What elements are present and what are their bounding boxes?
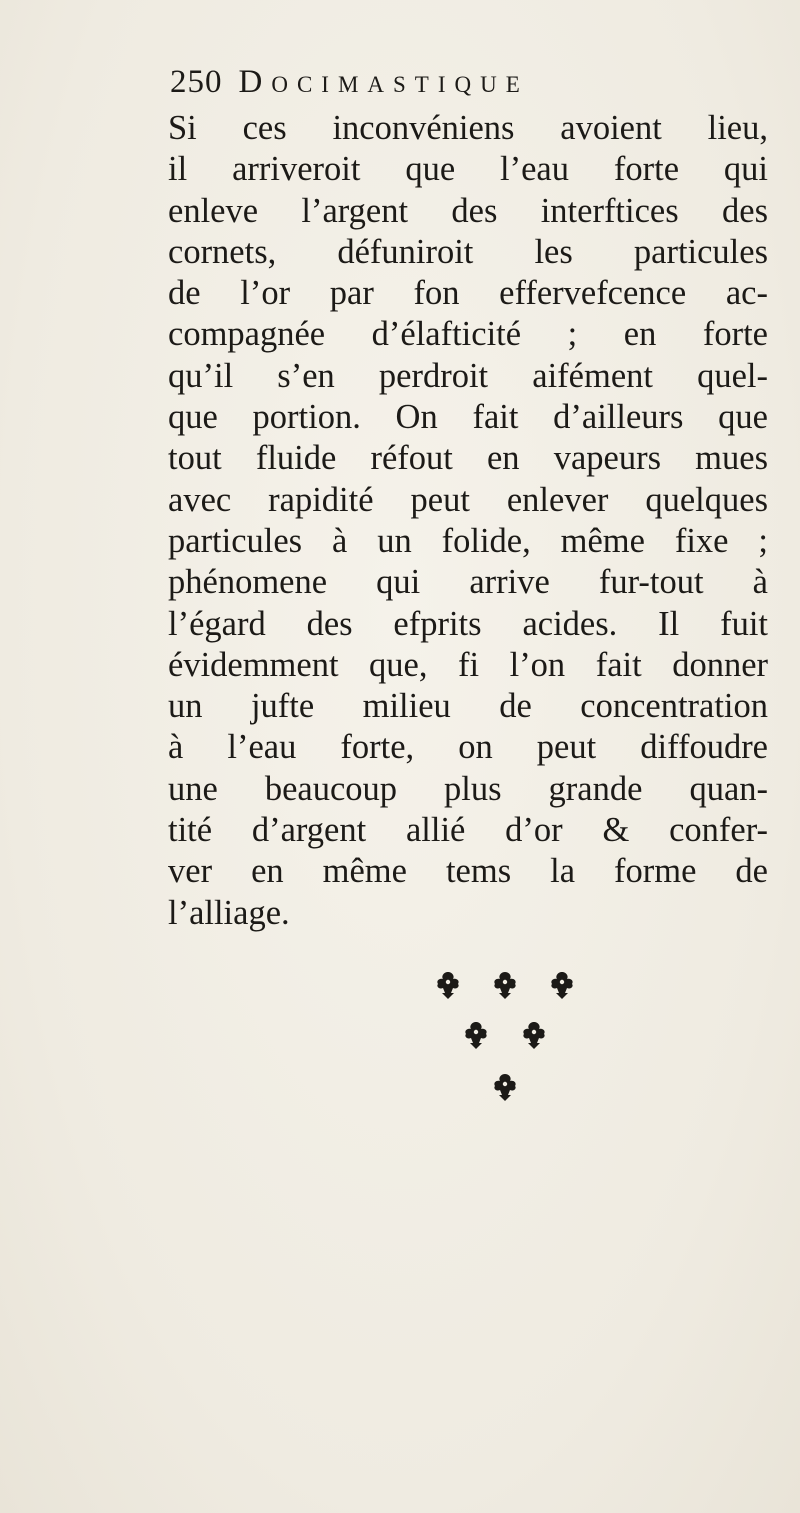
text-line: tité d’argent allié d’or & confer- xyxy=(168,811,768,850)
text-line: à l’eau forte, on peut diffoudre xyxy=(168,728,768,767)
text-line: Si ces inconvéniens avoient lieu, xyxy=(168,109,768,147)
text-line: l’alliage. xyxy=(168,893,290,932)
text-line: il arriveroit que l’eau forte qui xyxy=(168,150,768,189)
running-title: Docimastique xyxy=(238,64,529,100)
text-line: qu’il s’en perdroit aifément quel- xyxy=(168,356,768,395)
text-line: ver en même tems la forme de xyxy=(168,852,768,891)
text-line: enleve l’argent des interftices des xyxy=(168,191,768,230)
body-text xyxy=(168,108,768,934)
text-line: de l’or par fon effervefcence ac- xyxy=(168,274,768,313)
text-line: phénomene qui arrive fur-tout à xyxy=(168,563,768,602)
text-line: cornets, défuniroit les particules xyxy=(168,232,768,271)
text-line: que portion. On fait d’ailleurs que xyxy=(168,398,768,437)
text-line: tout fluide réfout en vapeurs mues xyxy=(168,439,768,478)
text-line: particules à un folide, même fixe ; xyxy=(168,521,768,560)
page-number: 250 xyxy=(170,64,223,100)
text-line: avec rapidité peut enlever quelques xyxy=(168,480,768,519)
floral-tailpiece-icon xyxy=(420,962,590,1122)
text-line: une beaucoup plus grande quan- xyxy=(168,769,768,808)
text-line: évidemment que, fi l’on fait donner xyxy=(168,645,768,684)
text-line: un jufte milieu de concentration xyxy=(168,687,768,726)
text-line: compagnée d’élafticité ; en forte xyxy=(168,315,768,354)
text-line: l’égard des efprits acides. Il fuit xyxy=(168,604,768,643)
page-header xyxy=(170,64,770,108)
